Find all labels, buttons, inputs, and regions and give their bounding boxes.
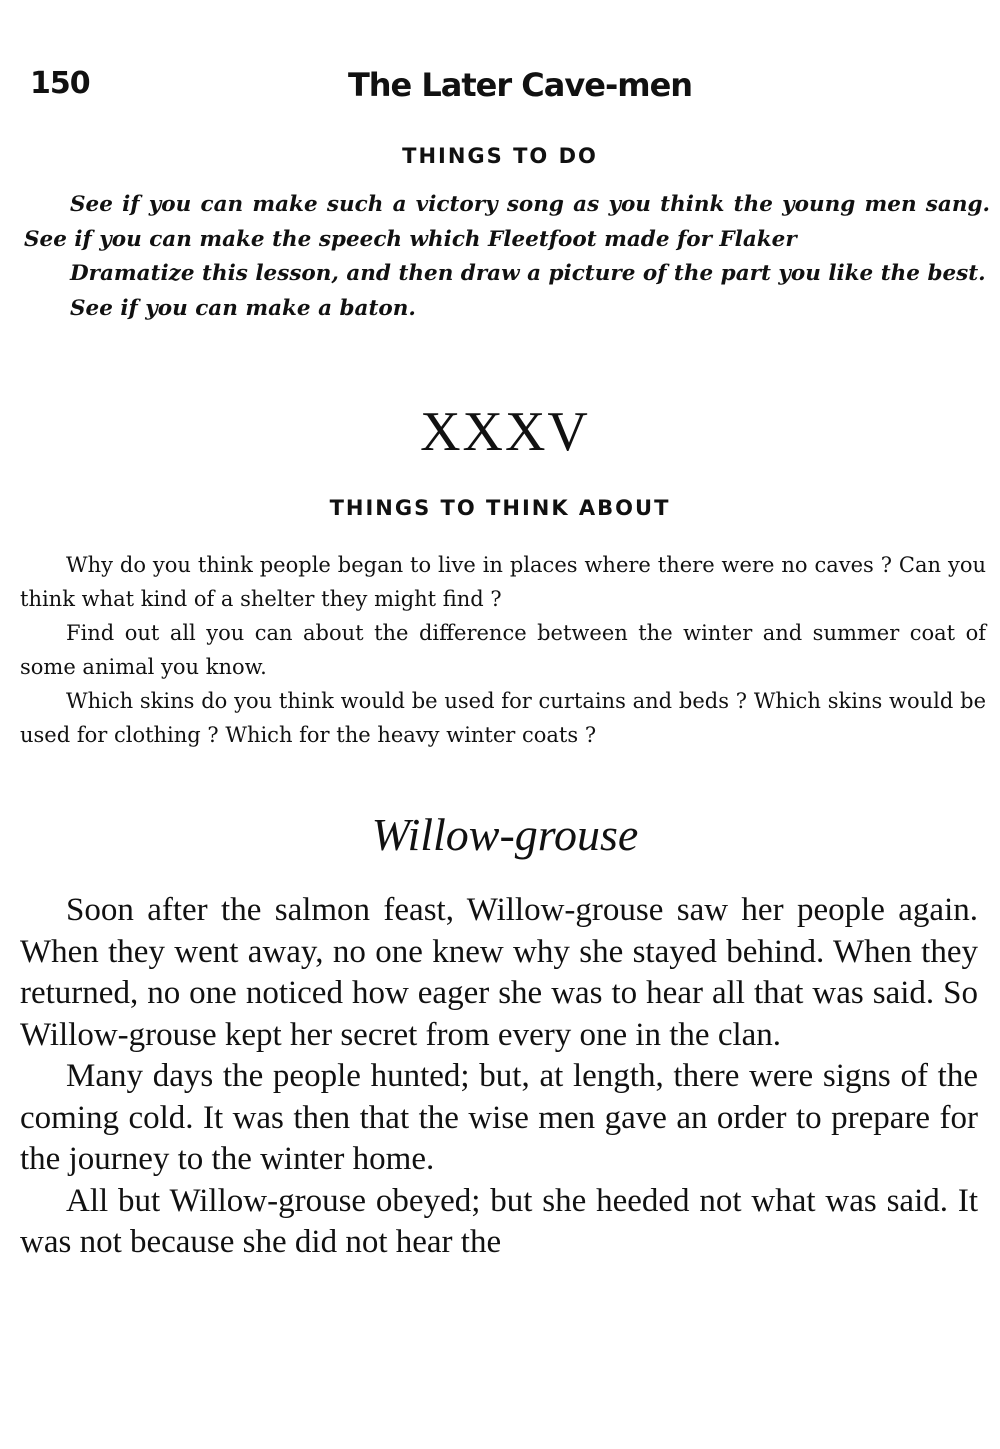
things-to-do-paragraph: Dramatize this lesson, and then draw a picture of the part you like the best.: [70, 261, 986, 286]
things-to-do-paragraph: See if you can make a baton.: [70, 295, 416, 321]
things-to-do-section: [24, 188, 990, 326]
things-to-do-heading: THINGS TO DO: [402, 144, 598, 168]
think-about-paragraph: Which skins do you think would be used for curtains and beds ? Which skins would be used for clothing ? Which for the heavy winter coats ?: [20, 689, 986, 747]
things-to-think-about-heading: THINGS TO THINK ABOUT: [329, 496, 671, 520]
story-title: Willow-grouse: [371, 809, 639, 860]
story-paragraph: Many days the people hunted; but, at length, there were signs of the coming cold. It was then that the wise men gave an order to prepare for the journey to the winter home.: [20, 1058, 978, 1177]
think-about-paragraph: Why do you think people began to live in places where there were no caves ? Can you think what kind of a shelter they might find ?: [20, 553, 986, 611]
things-to-do-paragraph: See if you can make such a victory song as you think the young men sang. See if you can make the speech which Fleetfoot made for Flaker: [24, 192, 990, 252]
lesson-numeral: XXXV: [420, 401, 590, 463]
book-title: The Later Cave-men: [347, 66, 693, 104]
story-paragraph: All but Willow-grouse obeyed; but she heeded not what was said. It was not because she did not hear the: [20, 1182, 978, 1260]
things-to-think-about-section: [20, 548, 986, 752]
page-number: 150: [30, 66, 90, 101]
story-paragraph: Soon after the salmon feast, Willow-grouse saw her people again. When they went away, no one knew why she stayed behind. When they returned, no one noticed how eager she was to hear all that was said. So Willow-grouse kept her secret from every one in the clan.: [20, 892, 978, 1053]
think-about-paragraph: Find out all you can about the difference between the winter and summer coat of some animal you know.: [20, 621, 986, 679]
story-body: [20, 890, 978, 1264]
running-head: [30, 66, 970, 114]
